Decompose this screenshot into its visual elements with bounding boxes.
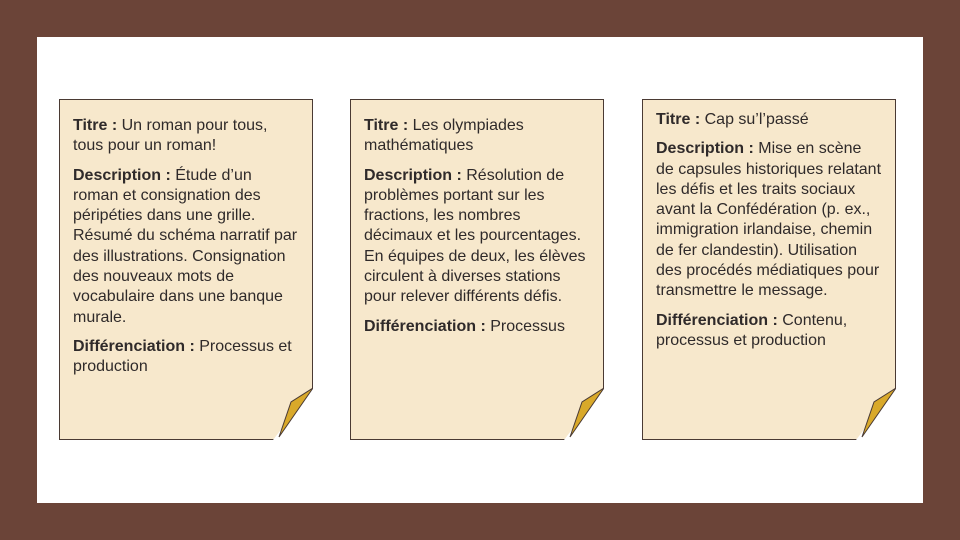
- title-label: Titre :: [656, 111, 701, 128]
- differentiation-value: Processus et production: [73, 337, 292, 376]
- card-title: [656, 110, 883, 130]
- differentiation-value: Contenu, processus et production: [656, 311, 848, 349]
- differentiation-label: Différenciation :: [656, 311, 778, 329]
- card-description: [364, 166, 591, 308]
- description-label: Description :: [364, 166, 462, 184]
- title-value: Les olympiades mathématiques: [364, 117, 524, 155]
- description-label: Description :: [73, 166, 171, 184]
- card-title: [73, 116, 300, 157]
- project-card-1: [59, 99, 313, 440]
- card-description: [73, 166, 300, 328]
- description-value: Résolution de problèmes portant sur les fractions, les nombres décimaux et les pourcentages. En équipes de deux, les élèves circulent à diverses stations pour relever différents défis.: [364, 166, 586, 306]
- project-card-2: [350, 99, 604, 440]
- differentiation-label: Différenciation :: [73, 337, 195, 355]
- card-differentiation: [656, 311, 883, 352]
- card-description: [656, 139, 883, 301]
- page-curl-icon: [273, 388, 313, 440]
- differentiation-label: Différenciation :: [364, 317, 486, 335]
- card-title: [364, 116, 591, 157]
- page-curl-icon: [856, 388, 896, 440]
- project-card-3: [642, 99, 896, 440]
- card-differentiation: [364, 317, 591, 337]
- page-curl-icon: [564, 388, 604, 440]
- title-value: Cap su’l’passé: [704, 111, 809, 128]
- card-differentiation: [73, 337, 300, 378]
- description-label: Description :: [656, 140, 754, 158]
- slide-area: [37, 37, 923, 503]
- title-label: Titre :: [364, 117, 409, 134]
- title-value: Un roman pour tous, tous pour un roman!: [73, 117, 268, 155]
- title-label: Titre :: [73, 117, 118, 134]
- differentiation-value: Processus: [490, 317, 565, 335]
- description-value: Mise en scène de capsules historiques relatant les défis et les traits sociaux avant la Confédération (p. ex., immigration irlandaise, chemin de fer clandestin). Utilisation des procédés médiatiques pour transmettre le message.: [656, 140, 882, 300]
- description-value: Étude d’un roman et consignation des péripéties dans une grille. Résumé du schéma narratif par des illustrations. Consignation des nouveaux mots de vocabulaire dans une banque murale.: [73, 166, 298, 326]
